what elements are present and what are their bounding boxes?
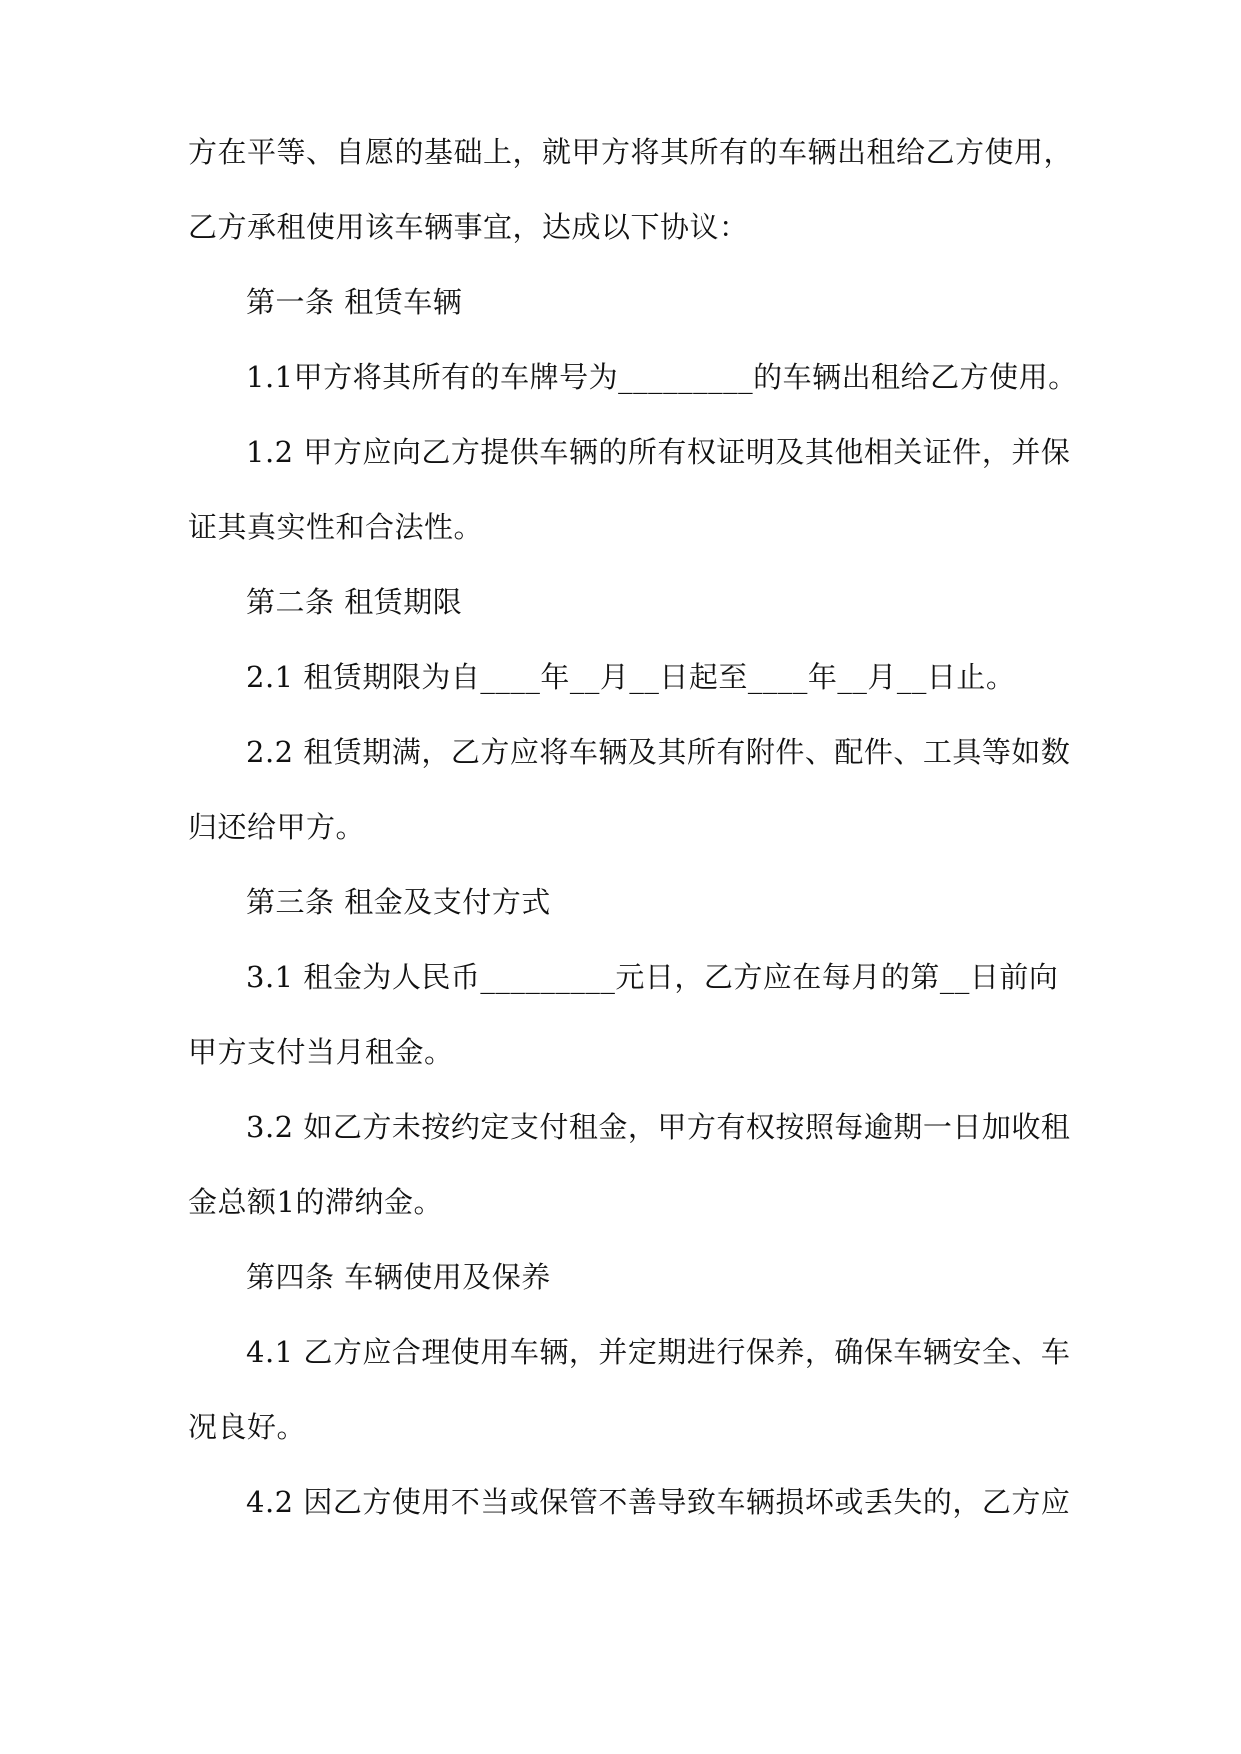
- article-heading-3: 第三条 租金及支付方式: [246, 885, 551, 919]
- article-heading-4: 第四条 车辆使用及保养: [246, 1260, 551, 1294]
- clause-4-1-cont: 况良好。: [188, 1410, 307, 1444]
- clause-4-1: 4.1 乙方应合理使用车辆，并定期进行保养，确保车辆安全、车: [246, 1335, 1071, 1369]
- clause-3-1: 3.1 租金为人民币_________元日，乙方应在每月的第__日前向: [246, 960, 1059, 994]
- clause-3-1-cont: 甲方支付当月租金。: [188, 1035, 454, 1069]
- clause-2-1: 2.1 租赁期限为自____年__月__日起至____年__月__日止。: [246, 660, 1016, 694]
- clause-3-2-cont: 金总额1的滞纳金。: [188, 1185, 443, 1219]
- clause-1-1: 1.1甲方将其所有的车牌号为_________的车辆出租给乙方使用。: [246, 360, 1078, 394]
- paragraph-line-preamble-1: 方在平等、自愿的基础上，就甲方将其所有的车辆出租给乙方使用，: [188, 135, 1074, 169]
- clause-2-2-cont: 归还给甲方。: [188, 810, 366, 844]
- paragraph-line-preamble-2: 乙方承租使用该车辆事宜，达成以下协议：: [188, 210, 749, 244]
- clause-2-2: 2.2 租赁期满，乙方应将车辆及其所有附件、配件、工具等如数: [246, 735, 1071, 769]
- clause-1-2-cont: 证其真实性和合法性。: [188, 510, 484, 544]
- clause-4-2: 4.2 因乙方使用不当或保管不善导致车辆损坏或丢失的，乙方应: [246, 1485, 1071, 1519]
- article-heading-1: 第一条 租赁车辆: [246, 285, 463, 319]
- clause-3-2: 3.2 如乙方未按约定支付租金，甲方有权按照每逾期一日加收租: [246, 1110, 1071, 1144]
- article-heading-2: 第二条 租赁期限: [246, 585, 463, 619]
- clause-1-2: 1.2 甲方应向乙方提供车辆的所有权证明及其他相关证件，并保: [246, 435, 1071, 469]
